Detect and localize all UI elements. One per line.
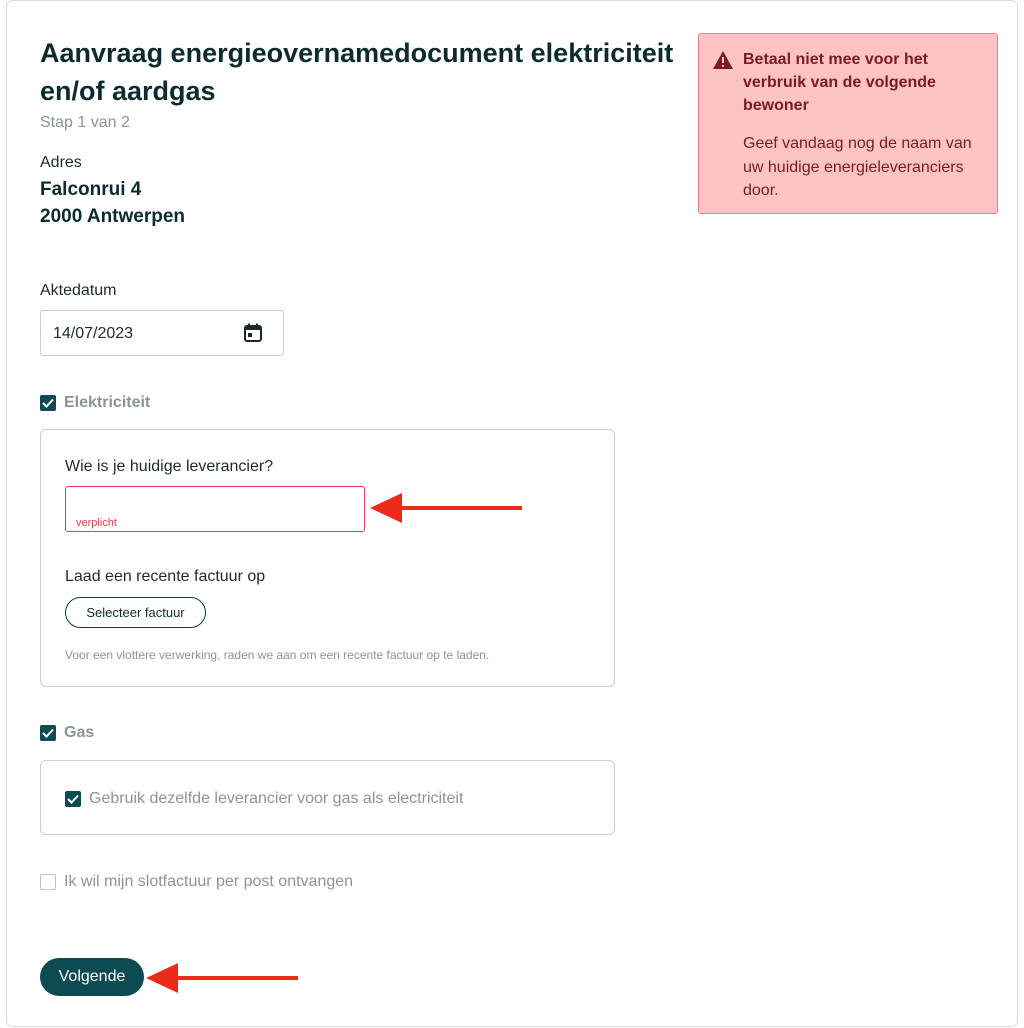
annotation-arrow-next — [146, 960, 301, 996]
page-title: Aanvraag energieovernamedocument elektriciteit en/of aardgas — [40, 38, 674, 106]
gas-checkbox[interactable] — [40, 725, 56, 741]
supplier-question: Wie is je huidige leverancier? — [65, 458, 274, 475]
warning-triangle-icon — [712, 50, 734, 75]
gas-card — [40, 760, 615, 835]
checkmark-icon — [42, 728, 54, 738]
address-street: Falconrui 4 — [40, 179, 142, 200]
next-button[interactable]: Volgende — [40, 958, 144, 996]
post-invoice-checkbox[interactable] — [40, 874, 56, 890]
alert-title: Betaal niet mee voor het verbruik van de volgende bewoner — [743, 51, 936, 114]
upload-label: Laad een recente factuur op — [65, 568, 266, 585]
checkmark-icon — [42, 398, 54, 408]
deed-date-value: 14/07/2023 — [53, 325, 134, 342]
annotation-arrow-supplier — [370, 490, 525, 526]
electricity-label[interactable]: Elektriciteit — [64, 394, 151, 411]
required-error: verplicht — [76, 517, 117, 529]
checkmark-icon — [67, 794, 79, 804]
calendar-icon[interactable] — [243, 323, 263, 348]
gas-label[interactable]: Gas — [64, 724, 95, 741]
electricity-card — [40, 429, 615, 687]
deed-date-input[interactable] — [40, 310, 284, 356]
warning-alert — [698, 33, 998, 214]
post-invoice-label[interactable]: Ik wil mijn slotfactuur per post ontvangen — [64, 873, 354, 890]
same-supplier-label[interactable]: Gebruik dezelfde leverancier voor gas als electriciteit — [89, 790, 464, 807]
step-indicator: Stap 1 van 2 — [40, 114, 130, 131]
select-invoice-button[interactable]: Selecteer factuur — [65, 597, 206, 628]
address-label: Adres — [40, 154, 82, 171]
alert-body: Geef vandaag nog de naam van uw huidige energieleveranciers door. — [743, 135, 972, 199]
deed-date-label: Aktedatum — [40, 282, 117, 299]
supplier-input[interactable] — [65, 486, 365, 532]
same-supplier-checkbox[interactable] — [65, 791, 81, 807]
address-city: 2000 Antwerpen — [40, 206, 186, 227]
upload-hint: Voor een vlottere verwerking, raden we aan om een recente factuur op te laden. — [65, 648, 490, 662]
electricity-checkbox[interactable] — [40, 395, 56, 411]
